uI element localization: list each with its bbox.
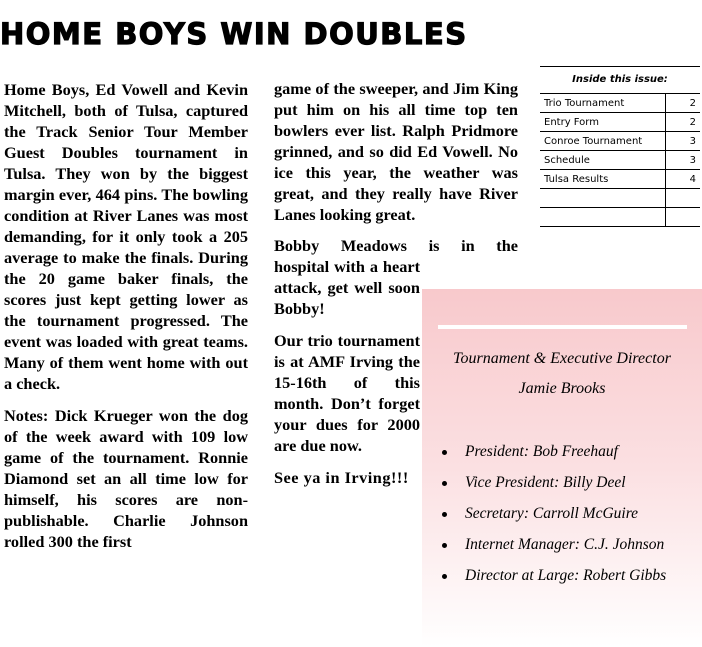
toc-row — [540, 208, 700, 227]
headline: HOME BOYS WIN DOUBLES — [0, 17, 468, 51]
toc-page-number: 3 — [666, 132, 701, 151]
article-paragraph: See ya in Irving!!! — [274, 468, 409, 487]
toc-table — [540, 94, 700, 227]
sidebar-rule — [438, 325, 687, 329]
officer-item — [442, 441, 702, 472]
bullet-icon — [442, 512, 447, 517]
article-paragraph: hospital with a heart attack, get well soon Bobby! — [274, 257, 420, 318]
toc-row — [540, 94, 700, 113]
toc-label: Entry Form — [540, 113, 666, 132]
sidebar-title: Tournament & Executive Director — [453, 350, 671, 367]
officer-text: Director at Large: Robert Gibbs — [465, 567, 667, 584]
toc-row — [540, 189, 700, 208]
officers-list — [442, 441, 702, 596]
article-paragraph: Home Boys, Ed Vowell and Kevin Mitchell, both of Tulsa, captured the Track Senior Tour Member Guest Doubles tournament in Tulsa. They won by the biggest margin ever, 464 pins. The bowling condition at River Lanes was most demanding, for it only took a 205 average to make the finals. During the 20 game baker finals, the scores just kept getting lower as the tournament progressed. The event was loaded with great teams. Many of them went home with out a check. — [4, 80, 248, 393]
toc-label: Schedule — [540, 151, 666, 170]
toc-label — [540, 208, 666, 227]
director-name: Jamie Brooks — [518, 380, 606, 397]
bullet-icon — [442, 481, 447, 486]
officer-text: Internet Manager: C.J. Johnson — [465, 536, 665, 553]
toc-title: Inside this issue: — [540, 66, 700, 94]
article-paragraph: game of the sweeper, and Jim King put him on his all time top ten bowlers ever list. Ralph Pridmore grinned, and so did Ed Vowell. No ice this year, the weather was great, and they really have River Lanes looking great. — [274, 79, 518, 224]
article-column-1 — [4, 79, 248, 563]
article-paragraph: Notes: Dick Krueger won the dog of the week award with 109 low game of the tournament. Ronnie Diamond set an all time low for himself, his scores are non-publishable. Charlie Johnson rolled 300 the first — [4, 406, 248, 551]
toc-page-number: 2 — [666, 113, 701, 132]
toc-page-number: 4 — [666, 170, 701, 189]
officers-sidebar — [422, 289, 702, 647]
article-paragraph: Bobby Meadows is in the — [274, 236, 518, 255]
toc-page-number — [666, 208, 701, 227]
officer-item — [442, 565, 702, 596]
toc-row — [540, 113, 700, 132]
article-paragraph: Our trio tournament is at AMF Irving the 15-16th of this month. Don’t forget your dues for 2000 are due now. — [274, 331, 420, 455]
officer-item — [442, 534, 702, 565]
toc-row — [540, 151, 700, 170]
officer-text: Vice President: Billy Deel — [465, 474, 626, 491]
toc-page-number — [666, 189, 701, 208]
bullet-icon — [442, 574, 447, 579]
toc-row — [540, 170, 700, 189]
officer-item — [442, 503, 702, 534]
officer-text: Secretary: Carroll McGuire — [465, 505, 639, 522]
toc-label: Trio Tournament — [540, 94, 666, 113]
officer-item — [442, 472, 702, 503]
inside-this-issue-box — [540, 66, 700, 227]
toc-page-number: 2 — [666, 94, 701, 113]
toc-label: Conroe Tournament — [540, 132, 666, 151]
toc-label: Tulsa Results — [540, 170, 666, 189]
toc-label — [540, 189, 666, 208]
toc-row — [540, 132, 700, 151]
bullet-icon — [442, 543, 447, 548]
toc-page-number: 3 — [666, 151, 701, 170]
bullet-icon — [442, 450, 447, 455]
officer-text: President: Bob Freehauf — [465, 443, 618, 460]
